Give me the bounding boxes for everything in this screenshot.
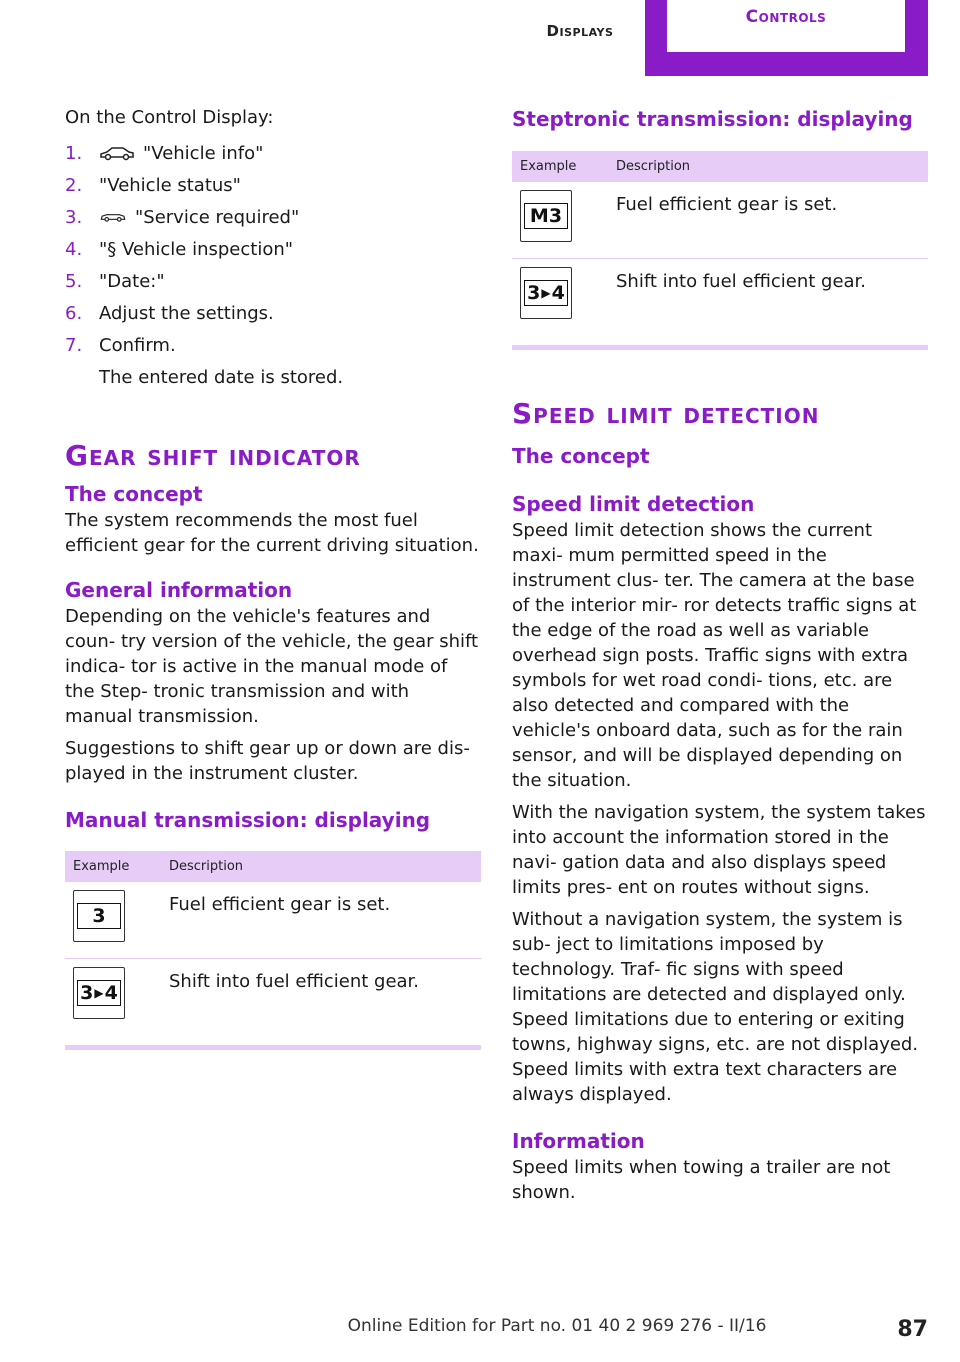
- example-cell: [512, 259, 606, 336]
- right-column: [512, 105, 928, 1212]
- intro-text: On the Control Display:: [65, 107, 274, 128]
- concept-text: The system recommends the most fuel efficient gear for the current driving situation.: [65, 510, 479, 556]
- section-title-speed-limit: Speed limit detection: [512, 397, 820, 430]
- step-text: "§ Vehicle inspection": [99, 239, 294, 260]
- gear-target-number: 4: [104, 981, 118, 1004]
- list-item: [65, 170, 481, 202]
- gear-number: 3: [527, 281, 541, 304]
- list-item: [65, 202, 481, 234]
- step-text: "Date:": [99, 271, 165, 292]
- speed-limit-paragraph-3: Without a navigation system, the system is sub‐ ject to limitations imposed by technology. Traf‐ fic signs with speed limitations are detected and displayed only. Speed limitations due to entering or exiting towns, highway signs, etc. are not displayed. Speed limits with extra text characters are always displayed.: [512, 909, 919, 1105]
- gear-shift-up-icon: [520, 267, 572, 319]
- list-item: [65, 330, 481, 362]
- concept-heading: The concept: [65, 482, 203, 506]
- table-row: [512, 182, 928, 259]
- gear-display: [524, 203, 568, 229]
- steptronic-table: [512, 151, 928, 335]
- gear-display: [524, 280, 568, 306]
- car-service-icon: [99, 209, 127, 225]
- manual-transmission-table: [65, 851, 481, 1035]
- edition-footer: Online Edition for Part no. 01 40 2 969 276 - II/16: [347, 1316, 767, 1336]
- page-number: 87: [897, 1317, 928, 1342]
- manual-transmission-heading: Manual transmission: displaying: [65, 808, 431, 832]
- gear-number: 3: [80, 981, 94, 1004]
- example-cell: [512, 182, 606, 259]
- step-text: "Service required": [135, 207, 300, 228]
- general-info-paragraph-2: Suggestions to shift gear up or down are dis‐ played in the instrument cluster.: [65, 738, 470, 784]
- step-text: Confirm.: [99, 335, 176, 356]
- tab-displays[interactable]: Displays: [546, 22, 614, 40]
- arrow-right-icon: ▶: [94, 985, 104, 1000]
- step-text: "Vehicle status": [99, 175, 241, 196]
- table-header-row: [512, 151, 928, 182]
- steptronic-heading: Steptronic transmission: displaying: [512, 107, 913, 131]
- gear-display: [77, 903, 121, 929]
- gear-number: 3: [92, 904, 106, 927]
- step-number: 5.: [65, 271, 83, 292]
- list-item: [65, 298, 481, 330]
- step-text: Adjust the settings.: [99, 303, 274, 324]
- concept-heading: The concept: [512, 444, 650, 468]
- table-header-row: [65, 851, 481, 882]
- table-row: [65, 959, 481, 1036]
- speed-limit-detection-heading: Speed limit detection: [512, 492, 755, 516]
- tab-controls-label: Controls: [745, 7, 827, 27]
- gear-number: M3: [529, 204, 563, 227]
- tab-controls[interactable]: [667, 0, 905, 52]
- example-cell: [65, 959, 159, 1036]
- arrow-right-icon: ▶: [541, 285, 551, 300]
- table-row: [65, 882, 481, 959]
- table-bottom-rule: [65, 1045, 481, 1050]
- speed-limit-paragraph-1: Speed limit detection shows the current maxi‐ mum permitted speed in the instrument clus‐ ter. The camera at the base of the interior mir‐ ror detects traffic signs at the edge of the road as well as variable overhead sign posts. Traffic signs with extra symbols for wet road condi‐ tions, etc. are also detected and compared with the vehicle's onboard data, such as for the rain sensor, and will be displayed depending on the situation.: [512, 520, 917, 791]
- example-cell: [65, 882, 159, 959]
- section-title-gear-shift: Gear shift indicator: [65, 439, 361, 472]
- general-info-heading: General information: [65, 578, 293, 602]
- description-cell: Shift into fuel efficient gear.: [169, 971, 420, 992]
- step-note: The entered date is stored.: [99, 367, 344, 388]
- speed-limit-paragraph-2: With the navigation system, the system takes into account the information stored in the navi‐ gation data and also displays speed limits pres‐ ent on routes without signs.: [512, 802, 926, 898]
- tab-controls-frame: [645, 0, 928, 76]
- column-header-example: Example: [512, 151, 606, 182]
- step-text: "Vehicle info": [143, 143, 264, 164]
- step-number: 1.: [65, 143, 83, 164]
- table-bottom-rule: [512, 345, 928, 350]
- column-header-description: Description: [159, 851, 481, 882]
- step-number: 6.: [65, 303, 83, 324]
- gear-indicator-icon: [520, 190, 572, 242]
- step-number: 7.: [65, 335, 83, 356]
- column-header-description: Description: [606, 151, 928, 182]
- description-cell: Fuel efficient gear is set.: [606, 182, 928, 259]
- step-number: 2.: [65, 175, 83, 196]
- list-item: [65, 234, 481, 266]
- gear-display: [77, 980, 121, 1006]
- step-number: 3.: [65, 207, 83, 228]
- general-info-paragraph-1: Depending on the vehicle's features and coun‐ try version of the vehicle, the gear shift indica‐ tor is active in the manual mode of the Step‐ tronic transmission and with manual transmission.: [65, 606, 479, 727]
- column-header-example: Example: [65, 851, 159, 882]
- list-item: [65, 266, 481, 298]
- table-row: [512, 259, 928, 336]
- description-cell: Shift into fuel efficient gear.: [616, 271, 867, 292]
- list-item: [65, 138, 481, 170]
- gear-indicator-icon: [73, 890, 125, 942]
- gear-shift-up-icon: [73, 967, 125, 1019]
- step-list: [65, 138, 481, 362]
- step-number: 4.: [65, 239, 83, 260]
- gear-target-number: 4: [551, 281, 565, 304]
- car-side-icon: [99, 145, 135, 161]
- description-cell: Fuel efficient gear is set.: [159, 882, 481, 959]
- left-column: [65, 105, 481, 1050]
- information-text: Speed limits when towing a trailer are not shown.: [512, 1157, 891, 1203]
- information-heading: Information: [512, 1129, 645, 1153]
